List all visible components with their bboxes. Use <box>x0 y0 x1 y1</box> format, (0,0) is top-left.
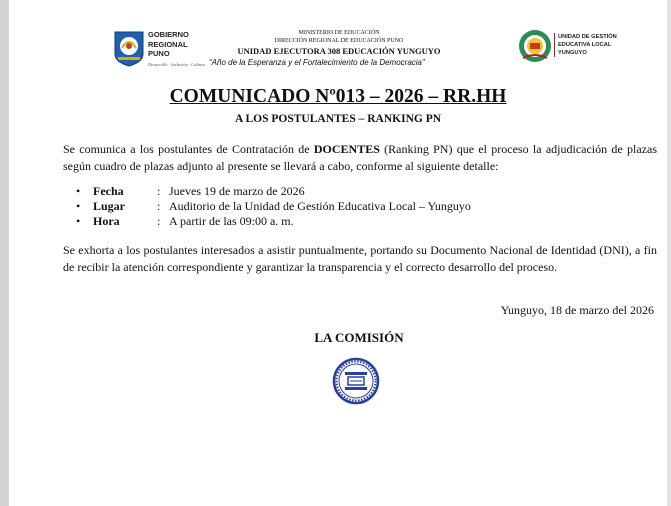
official-seal-icon <box>332 357 380 405</box>
ministry-heading: MINISTERIO DE EDUCACIÓN <box>298 30 380 36</box>
date-line: Yunguyo, 18 de marzo del 2026 <box>500 303 654 317</box>
left-logo-slogan: Desarrollo · Inclusión · Cultura <box>148 61 206 67</box>
gobierno-regional-puno-logo <box>109 28 149 68</box>
executing-unit-heading: UNIDAD EJECUTORA 308 EDUCACIÓN YUNGUYO <box>237 46 441 56</box>
ugel-yunguyo-logo <box>517 28 553 64</box>
year-name-line: “Año de la Esperanza y el Fortalecimiento de la Democracia” <box>209 58 425 67</box>
detail-value: Jueves 19 de marzo de 2026 <box>169 184 305 198</box>
left-logo-line: PUNO <box>148 49 170 58</box>
exhortation-paragraph: Se exhorta a los postulantes interesados a asistir puntualmente, portando su Documento Nacional de Identidad (DNI), a fin de recibir la atención correspondiente y garantizar la transparencia y el correcto desarrollo del proceso. <box>63 243 657 274</box>
bullet-icon: • <box>76 184 81 198</box>
right-logo-line: YUNGUYO <box>558 50 587 56</box>
intro-paragraph <box>63 141 657 175</box>
intro-text: Se comunica a los postulantes de Contratación de <box>63 142 314 156</box>
document-page <box>9 0 667 506</box>
detail-colon: : <box>157 199 161 213</box>
communique-subtitle: A LOS POSTULANTES – RANKING PN <box>234 113 442 125</box>
direction-heading: DIRECCIÓN REGIONAL DE EDUCACIÓN PUNO <box>274 38 404 44</box>
left-logo-line: GOBIERNO <box>148 30 189 39</box>
detail-colon: : <box>157 184 161 198</box>
viewer-frame-left <box>0 0 9 506</box>
intro-bold-text: DOCENTES <box>313 142 380 156</box>
signature-heading: LA COMISIÓN <box>314 330 404 345</box>
viewer-frame-right <box>667 0 671 506</box>
detail-label: Lugar <box>93 199 126 213</box>
right-logo-line: UNIDAD DE GESTIÓN <box>558 34 617 40</box>
intro-text: (Ranking PN) que el proceso la adjudicación de plazas según cuadro de plazas adjunto al presente se llevará a cabo, conforme al siguiente detalle: <box>63 142 657 173</box>
detail-label: Fecha <box>93 184 124 198</box>
bullet-icon: • <box>76 199 81 213</box>
detail-value: Auditorio de la Unidad de Gestión Educativa Local – Yunguyo <box>169 199 471 213</box>
detail-value: A partir de las 09:00 a. m. <box>169 214 294 228</box>
left-logo-line: REGIONAL <box>148 39 188 49</box>
communique-title: COMUNICADO Nº013 – 2026 – RR.HH <box>169 86 507 107</box>
bullet-icon: • <box>76 214 81 228</box>
right-logo-line: EDUCATIVA LOCAL <box>558 42 612 48</box>
right-logo-text <box>554 33 648 57</box>
detail-label: Hora <box>93 214 120 228</box>
detail-colon: : <box>157 214 161 228</box>
